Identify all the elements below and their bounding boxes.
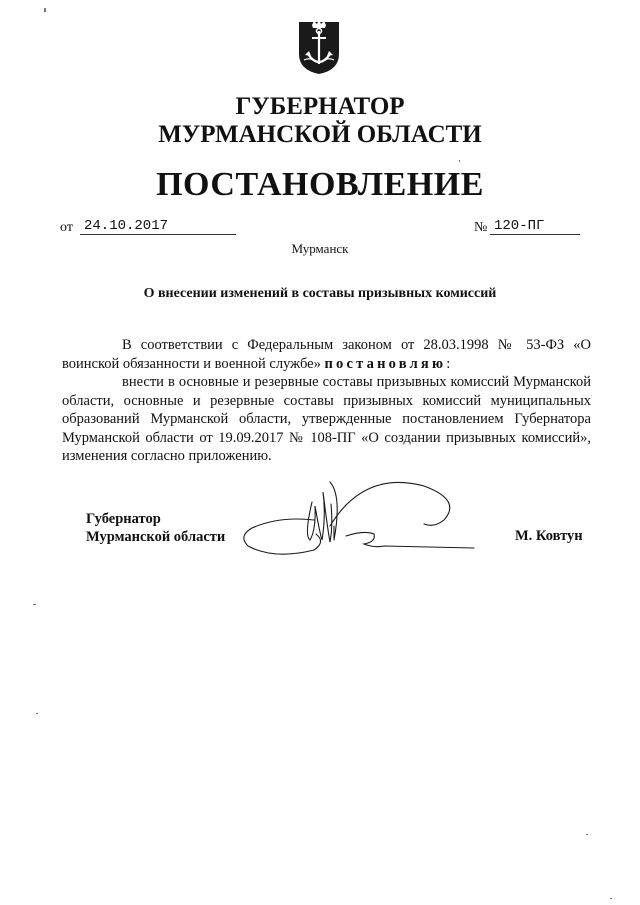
document-number: 120-ПГ bbox=[490, 218, 580, 235]
authority-title-line2: МУРМАНСКОЙ ОБЛАСТИ bbox=[158, 121, 482, 148]
signatory-title bbox=[86, 510, 225, 546]
scan-mark bbox=[459, 160, 460, 162]
authority-title-line1: ГУБЕРНАТОР bbox=[235, 93, 405, 120]
paragraph1-end: : bbox=[446, 355, 451, 372]
document-subject: О внесении изменений в составы призывных комиссий bbox=[143, 286, 497, 301]
number-prefix: № bbox=[474, 220, 488, 235]
date-number-row bbox=[60, 218, 580, 238]
signatory-title-line2: Мурманской области bbox=[86, 529, 226, 545]
scan-mark bbox=[36, 713, 38, 714]
document-date: 24.10.2017 bbox=[80, 218, 236, 235]
scan-mark bbox=[33, 604, 36, 605]
resolution-keyword: постановляю bbox=[324, 355, 447, 372]
signatory-name: М. Ковтун bbox=[515, 528, 583, 544]
date-prefix: от bbox=[60, 220, 73, 235]
handwritten-signature bbox=[234, 476, 484, 566]
scan-mark bbox=[44, 8, 46, 12]
scan-mark bbox=[586, 834, 588, 835]
signatory-title-line1: Губернатор bbox=[86, 511, 161, 527]
body-paragraph-2: внести в основные и резервные составы призывных комиссий Мурманской области, основные и резервные составы призывных комиссий муниципальных образований Мурманской области, утвержденные постановлением Губернатора Мурманской области от 19.09.2017 № 108-ПГ «О создании призывных комиссий», изменения согласно приложению. bbox=[62, 374, 591, 464]
body-paragraph-1 bbox=[62, 336, 591, 373]
coat-of-arms-icon bbox=[296, 18, 342, 76]
paragraph1-text: В соответствии с Федеральным законом от 28.03.1998 № 53-ФЗ «О воинской обязанности и военной службе» bbox=[62, 337, 591, 372]
city-name: Мурманск bbox=[291, 241, 349, 256]
scan-mark bbox=[610, 898, 612, 899]
document-type-title: ПОСТАНОВЛЕНИЕ bbox=[156, 166, 484, 203]
